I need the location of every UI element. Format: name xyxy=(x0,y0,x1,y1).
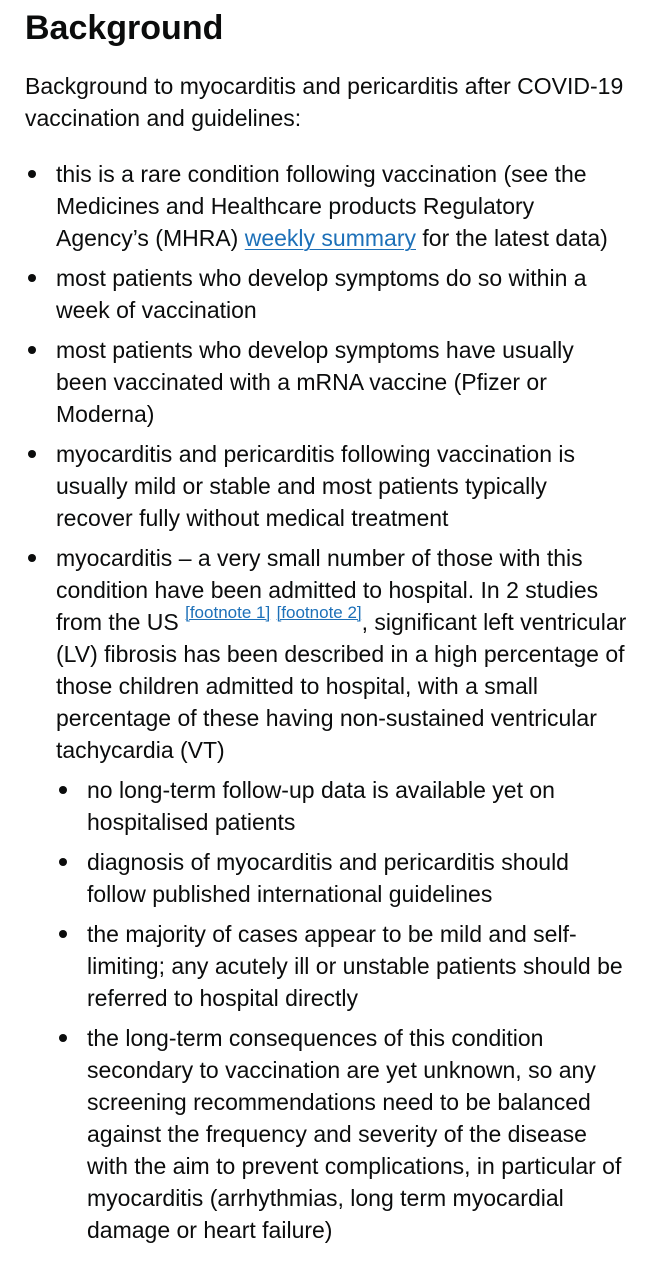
list-item xyxy=(25,438,627,534)
list-item xyxy=(25,334,627,430)
bullet-icon xyxy=(59,930,67,938)
sub-list-item-text: the long-term consequences of this condition secondary to vaccination are yet unknown, so any screening recommendations need to be balanced against the frequency and severity of the disease with the aim to prevent complications, in particular of myocarditis (arrhythmias, long term myocardial damage or heart failure) xyxy=(87,1025,622,1243)
list-item-text: myocarditis and pericarditis following vaccination is usually mild or stable and most patients typically recover fully without medical treatment xyxy=(56,441,576,531)
footnote-2-link[interactable]: [footnote 2] xyxy=(276,603,362,622)
bullet-icon xyxy=(59,786,67,794)
sub-list-item-text: the majority of cases appear to be mild and self-limiting; any acutely ill or unstable patients should be referred to hospital directly xyxy=(87,921,623,1011)
weekly-summary-link[interactable]: weekly summary xyxy=(244,225,416,251)
bullet-icon xyxy=(28,450,36,458)
sub-bullet-list xyxy=(56,774,627,1246)
sub-list-item xyxy=(56,846,627,910)
footnote-ref xyxy=(185,603,270,622)
footnote-1-link[interactable]: [footnote 1] xyxy=(185,603,271,622)
bullet-icon xyxy=(28,346,36,354)
sub-list-item-text: diagnosis of myocarditis and pericarditis should follow published international guidelines xyxy=(87,849,569,907)
bullet-icon xyxy=(28,170,36,178)
list-item-text: for the latest data) xyxy=(416,225,608,251)
list-item-text: myocarditis – a very small number of those with this condition have been admitted to hospital. In 2 studies from the US xyxy=(56,545,599,635)
list-item-text: most patients who develop symptoms have usually been vaccinated with a mRNA vaccine (Pfizer or Moderna) xyxy=(56,337,574,427)
list-item xyxy=(25,158,627,254)
list-item-text: this is a rare condition following vaccination (see the Medicines and Healthcare products Regulatory Agency’s (MHRA) xyxy=(56,161,587,251)
list-item-text: most patients who develop symptoms do so within a week of vaccination xyxy=(56,265,587,323)
sub-list-item xyxy=(56,1022,627,1246)
sub-list-item xyxy=(56,918,627,1014)
bullet-icon xyxy=(28,274,36,282)
intro-paragraph: Background to myocarditis and pericarditis after COVID-19 vaccination and guidelines: xyxy=(25,73,624,131)
section-heading: Background xyxy=(25,9,224,47)
list-item-text: , significant left ventricular (LV) fibrosis has been described in a high percentage of those children admitted to hospital, with a small percentage of these having non-sustained ventricular tachycardia (VT) xyxy=(56,609,627,763)
footnote-ref xyxy=(277,603,362,622)
sub-list-item xyxy=(56,774,627,838)
bullet-icon xyxy=(59,858,67,866)
list-item xyxy=(25,262,627,326)
bullet-list xyxy=(25,158,627,1246)
bullet-icon xyxy=(28,554,36,562)
sub-list-item-text: no long-term follow-up data is available yet on hospitalised patients xyxy=(87,777,555,835)
list-item xyxy=(25,542,627,1246)
bullet-icon xyxy=(59,1034,67,1042)
